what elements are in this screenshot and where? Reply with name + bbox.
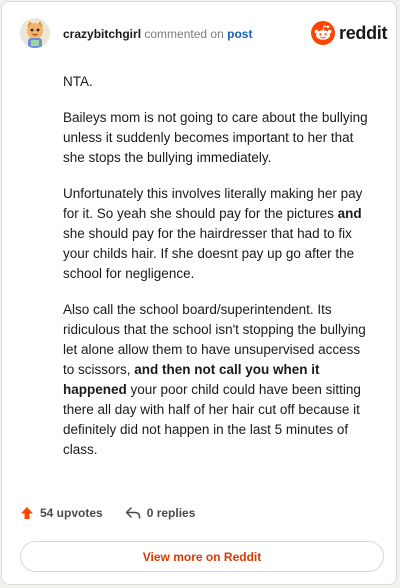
comment-paragraph (63, 184, 375, 284)
comment-paragraph (63, 108, 375, 168)
comment-text: NTA. (63, 74, 93, 89)
username-link[interactable]: crazybitchgirl (63, 27, 142, 41)
view-more-button[interactable]: View more on Reddit (20, 541, 384, 572)
comment-bold-text: and (337, 206, 362, 221)
avatar[interactable] (20, 18, 50, 48)
post-link[interactable]: post (227, 27, 253, 41)
comment-bold-text: and then not call you when it happened (63, 362, 320, 397)
comment-text: your poor child could have been sitting there all day with half of her hair cut off because it definitely did not happen in the last 5 minutes of class. (63, 382, 361, 457)
upvote-label: 54 upvotes (40, 506, 103, 520)
reddit-logo[interactable] (311, 21, 387, 45)
comment-text: she should pay for the hairdresser that had to fix your childs hair. If she doesnt pay up go after the school for negligence. (63, 226, 355, 281)
comment-paragraph (63, 72, 375, 92)
comment-text: Baileys mom is not going to care about the bullying unless it suddenly becomes important to her that she stops the bullying immediately. (63, 110, 368, 165)
comment-body (63, 72, 375, 476)
reply-label: 0 replies (146, 506, 196, 520)
comment-footer (20, 506, 195, 520)
comment-text: Unfortunately this involves literally making her pay for it. So yeah she should pay for the pictures (63, 186, 363, 221)
upvote-arrow-icon (20, 506, 34, 520)
reddit-wordmark: reddit (339, 22, 388, 43)
reddit-snoo-icon (311, 21, 335, 45)
comment-header (63, 27, 252, 41)
reply-count[interactable] (125, 506, 196, 520)
comment-text: Also call the school board/superintendent. Its ridiculous that the school isn't stopping the bullying let alone allow them to have unsupervised access to scissors, (63, 302, 366, 377)
action-text: commented on (144, 27, 224, 41)
reply-arrow-icon (125, 506, 141, 520)
embedded-comment-card (1, 1, 397, 585)
upvote-count[interactable] (20, 506, 103, 520)
comment-paragraph (63, 300, 375, 460)
